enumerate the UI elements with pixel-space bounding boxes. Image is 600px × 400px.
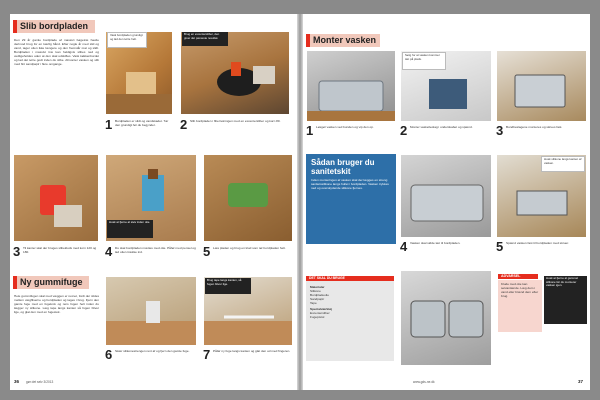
footer-left: gør det selv 3/2013 <box>26 380 54 384</box>
photo-step-r1 <box>306 50 396 122</box>
step-caption: Læs pladen og brug en klud som tør bordpladen helt. <box>213 246 286 250</box>
material-item: Sandpapir <box>310 297 325 301</box>
step-caption: Påfør ny fuge langs kanten og glat den ud med fingeren. <box>213 349 291 353</box>
warning-box: Klude med olie kan selvantænde. Læg dem i vand eller brænd dem efter brug. <box>498 280 542 332</box>
section-title-fuge: Ny gummifuge <box>13 276 89 289</box>
info-box-sanitetskit <box>306 154 396 244</box>
section1-intro: Den 29 år gamle bordplade af massivt bøgetræ havde derimod brug for en kærlig hånd. Efter nogle år med slid og vand, tager olien ikke længere og den fremstår mat og slidt. <box>14 38 99 50</box>
step-caption: Monter vaskebeslag i underskabet og spænd. <box>410 125 473 129</box>
step-number: 2 <box>400 123 408 138</box>
website-footer: www.gds-ne.dk <box>413 380 435 384</box>
section2-intro: Hele gummifugen skal med væggen er revnet, fordi der slides mellem vægfliserne og bordpladen og tages i brug. <box>14 294 99 302</box>
tool-item: Excentersliber <box>310 311 330 315</box>
tools-label: Specialværktøj <box>310 307 333 311</box>
step-number: 6 <box>105 347 113 362</box>
photo-step-r4 <box>400 154 492 238</box>
step-caption: Skær silikonestrengen rent af og fjern den gamle fuge. <box>115 349 190 353</box>
photo-sink <box>400 270 492 366</box>
step-number: 2 <box>180 117 188 132</box>
section2-text: Fjern den gamle fuge med en fugekniv og rens fugen helt inden du lægger ny silikone. Læg tape langs kanten så fugen bliver lige, og glat den med en fugestok. <box>14 298 99 314</box>
section-title-sand: Slib bordpladen <box>13 20 95 33</box>
tools-header: DET SKAL DU BRUGE <box>306 276 394 281</box>
note-4: Brug tape langs kanten, så fugen bliver lige. <box>205 278 251 294</box>
tool-item: Fugepistol <box>310 315 325 319</box>
materials-label: Materialer <box>310 285 325 289</box>
step-number: 5 <box>203 244 211 259</box>
step-caption: Spænd vasken fast til bordpladen med skruer. <box>506 241 569 245</box>
step-caption: Du skal bordpladen mættes med olie. Påfør med pensel og lad olien trække ind. <box>115 246 196 254</box>
tools-box <box>306 281 394 361</box>
info-body: Inden monteringen af vasken skal der lægges en streng sanitetssilikone langs hullet i bordpladen. Vasken trykkes ned og overskydende silikone fjernes. <box>311 178 389 190</box>
step-caption: Bundbeslagene monteres og skrues fast. <box>506 125 563 129</box>
note-r2: Husk silikone langs kanten af vasken. <box>541 156 585 172</box>
step-number: 1 <box>306 123 314 138</box>
page-number-left: 36 <box>14 379 20 384</box>
step-number: 5 <box>496 239 504 254</box>
step-caption: Slib bordpladen i fiberretningen med en excentersliber og korn 80. <box>190 119 281 123</box>
left-page <box>10 14 297 390</box>
note-2: Brug en excentersliber, den giver det pæneste resultat. <box>182 32 228 46</box>
step-number: 1 <box>105 117 113 132</box>
material-item: Tape <box>310 301 317 305</box>
step-number: 3 <box>496 123 504 138</box>
photo-step-r3 <box>496 50 587 122</box>
step-number: 7 <box>203 347 211 362</box>
info-title: Sådan bruger du sanitetskit <box>311 158 375 176</box>
note-1: Vask bordpladen grundigt og lad den tørre helt. <box>107 32 147 48</box>
section-title-monter: Monter vasken <box>306 34 380 47</box>
step-number: 4 <box>400 239 408 254</box>
step-number: 4 <box>105 244 113 259</box>
material-item: Bordpladeolie <box>310 293 329 297</box>
material-item: Silikone <box>310 289 321 293</box>
photo-step-5 <box>203 154 293 242</box>
section1-body <box>14 38 99 158</box>
right-page <box>303 14 590 390</box>
step-caption: Vasken skal sidde tæt til bordpladen. <box>410 241 461 245</box>
warning-header: ADVARSEL <box>498 274 538 279</box>
step-number: 3 <box>13 244 21 259</box>
note-3: Husk at fjerne al støv inden olie. <box>107 220 153 238</box>
photo-step-3 <box>13 154 99 242</box>
step-caption: Løsgør vasken ved bunden og vip den op. <box>316 125 374 129</box>
note-r1: Sørg for at vasken kommer tæt på plads. <box>402 52 446 70</box>
step-caption: Til kanter skal der bruges slibeklods med korn 120 og 180. <box>23 246 97 254</box>
step-caption: Bordpladen er slidt og vandskadet. Tør den grundigt før du begynder. <box>115 119 169 127</box>
section1-text: Bordpladen i massivt træ kan heldigvis slibes ned og vedligeholdes uden at den skal udskiftes. Vask køkkenbordet og lad det tørre godt inden du slibe. Afmonter vasken og slib med fint sandpapir i flere omgange. <box>14 50 99 66</box>
tip-note: Husk at fjerne al gammel silikone før du monterer vasken igen. <box>544 276 587 324</box>
photo-step-6 <box>105 276 197 346</box>
page-number-right: 37 <box>578 379 584 384</box>
section2-body <box>14 294 99 374</box>
